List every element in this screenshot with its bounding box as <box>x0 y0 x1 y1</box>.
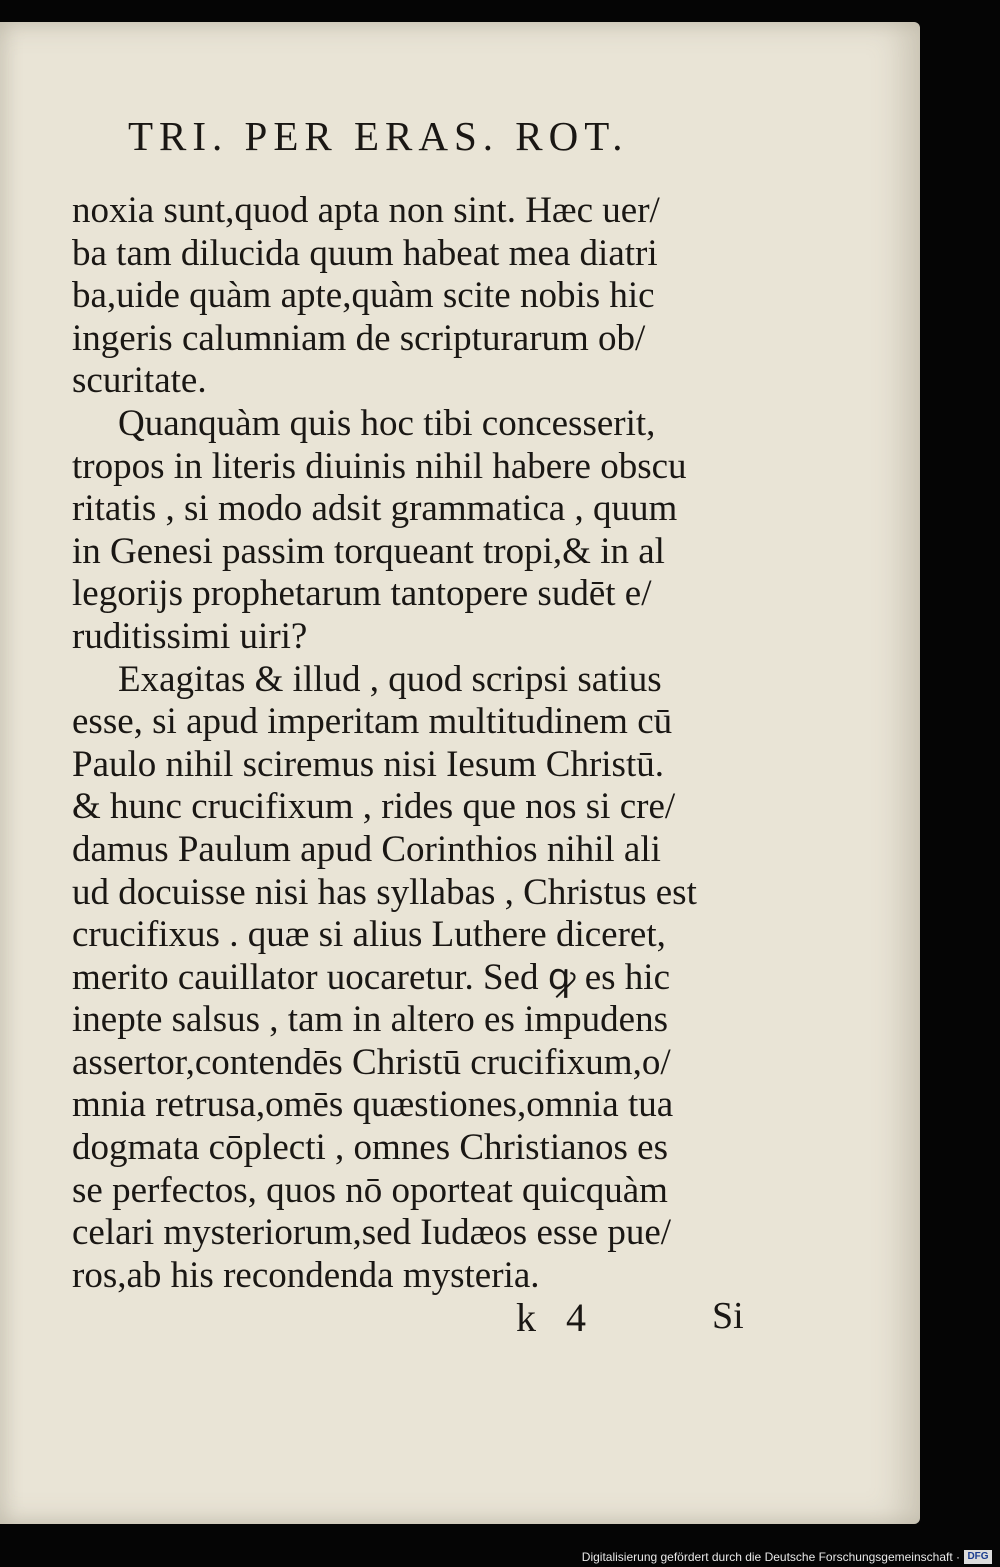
funding-credit: Digitalisierung gefördert durch die Deutsche Forschungsgemeinschaft · <box>581 1550 960 1564</box>
text-line: Paulo nihil sciremus nisi Iesum Christū. <box>72 743 664 785</box>
body-text <box>72 190 762 1297</box>
text-line: mnia retrusa,omēs quæstiones,omnia tua <box>72 1084 674 1126</box>
text-line: ingeris calumniam de scripturarum ob/ <box>72 317 646 359</box>
text-line: ritatis , si modo adsit grammatica , quum <box>72 488 678 530</box>
text-line: damus Paulum apud Corinthios nihil ali <box>72 828 661 870</box>
running-head: TRI. PER ERAS. ROT. <box>128 113 629 159</box>
text-line: ros,ab his recondenda mysteria. <box>72 1254 540 1296</box>
text-line: merito cauillator uocaretur. Sed ꝙ es hic <box>72 956 670 998</box>
text-line: dogmata cōplecti , omnes Christianos es <box>72 1127 668 1169</box>
signature-mark: k 4 <box>516 1295 596 1340</box>
text-line: ba,uide quàm apte,quàm scite nobis hic <box>72 275 655 317</box>
text-line: Exagitas & illud , quod scripsi satius <box>118 658 662 700</box>
text-line: assertor,contendēs Christū crucifixum,o/ <box>72 1041 671 1083</box>
text-line: in Genesi passim torqueant tropi,& in al <box>72 530 665 572</box>
text-line: ud docuisse nisi has syllabas , Christus est <box>72 871 697 913</box>
book-page <box>0 22 920 1524</box>
text-line: Quanquàm quis hoc tibi concesserit, <box>118 402 656 444</box>
text-line: esse, si apud imperitam multitudinem cū <box>72 701 673 743</box>
dfg-logo-icon: DFG <box>964 1550 992 1564</box>
text-line: ba tam dilucida quum habeat mea diatri <box>72 232 658 274</box>
text-line: inepte salsus , tam in altero es impudens <box>72 999 668 1041</box>
text-line: se perfectos, quos nō oporteat quicquàm <box>72 1169 668 1211</box>
text-line: & hunc crucifixum , rides que nos si cre/ <box>72 786 676 828</box>
text-line: scuritate. <box>72 360 207 402</box>
text-line: ruditissimi uiri? <box>72 615 308 657</box>
catchword: Si <box>712 1295 744 1337</box>
text-line: legorijs prophetarum tantopere sudēt e/ <box>72 573 652 615</box>
text-line: tropos in literis diuinis nihil habere obscu <box>72 445 687 487</box>
text-line: noxia sunt,quod apta non sint. Hæc uer/ <box>72 190 660 231</box>
text-line: crucifixus . quæ si alius Luthere diceret, <box>72 914 666 956</box>
text-line: celari mysteriorum,sed Iudæos esse pue/ <box>72 1212 672 1254</box>
